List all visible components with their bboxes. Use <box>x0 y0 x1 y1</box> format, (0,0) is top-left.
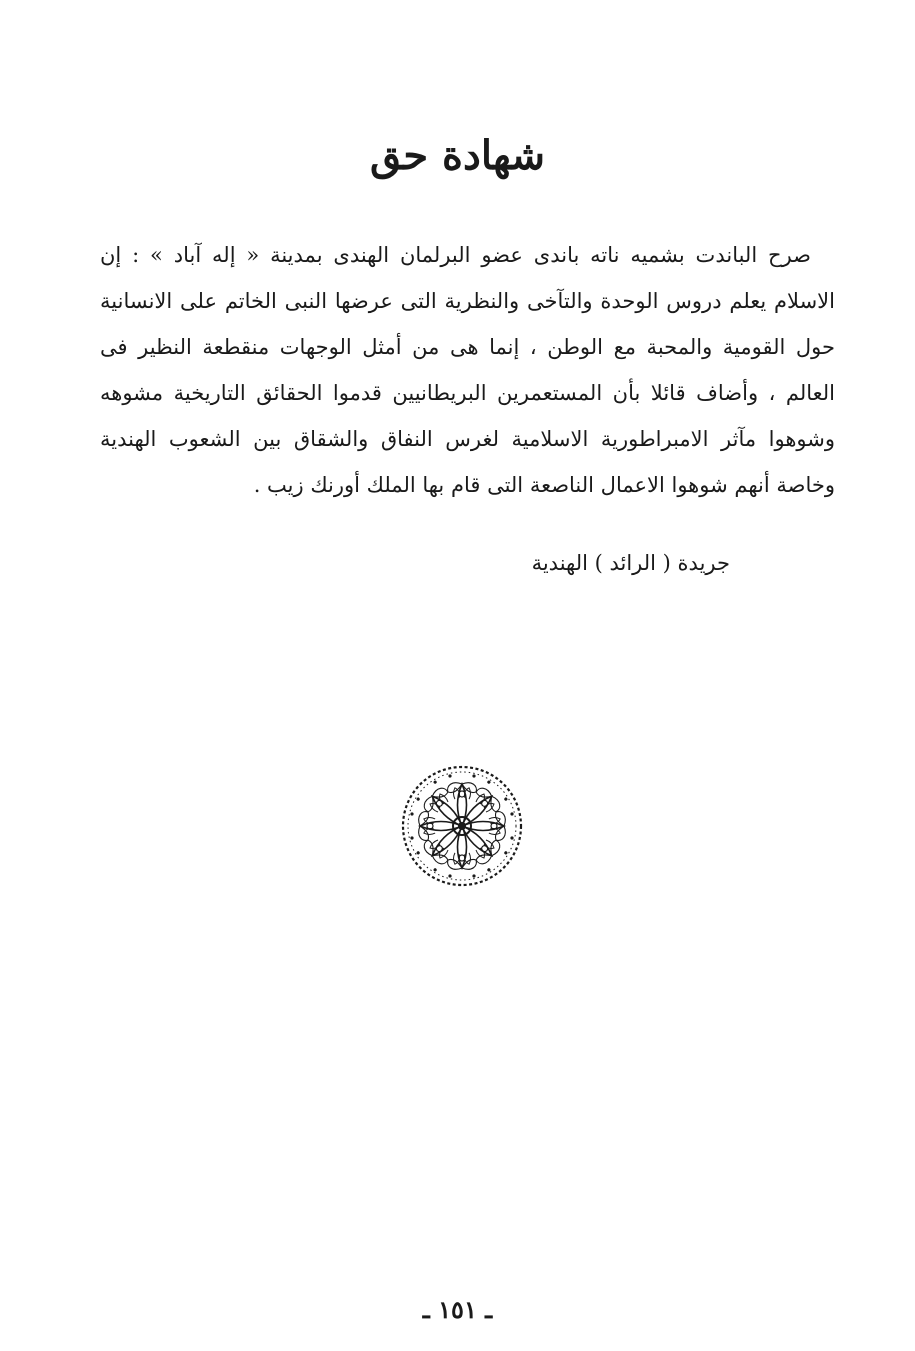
article-paragraph <box>100 232 835 508</box>
paragraph-line: وشوهوا مآثر الامبراطورية الاسلامية لغرس النفاق والشقاق بين الشعوب الهندية <box>100 427 835 451</box>
paragraph-line: وخاصة أنهم شوهوا الاعمال الناصعة التى قام بها الملك أورنك زيب . <box>253 473 835 497</box>
paragraph-line: العالم ، وأضاف قائلا بأن المستعمرين البريطانيين قدموا الحقائق التاريخية مشوهه <box>100 381 835 405</box>
page-number: ـ ١٥١ ـ <box>422 1295 493 1324</box>
source-citation: جريدة ( الرائد ) الهندية <box>531 551 730 575</box>
floral-medallion-icon <box>400 764 524 888</box>
paragraph-line: حول القومية والمحبة مع الوطن ، إنما هى من أمثل الوجهات منقطعة النظير فى <box>100 335 835 359</box>
paragraph-line: صرح الباندت بشميه ناته باندى عضو البرلمان الهندى بمدينة « إله آباد » : إن <box>100 243 811 267</box>
page-title: شهادة حق <box>370 132 545 179</box>
paragraph-line: الاسلام يعلم دروس الوحدة والتآخى والنظرية التى عرضها النبى الخاتم على الانسانية <box>100 289 835 313</box>
